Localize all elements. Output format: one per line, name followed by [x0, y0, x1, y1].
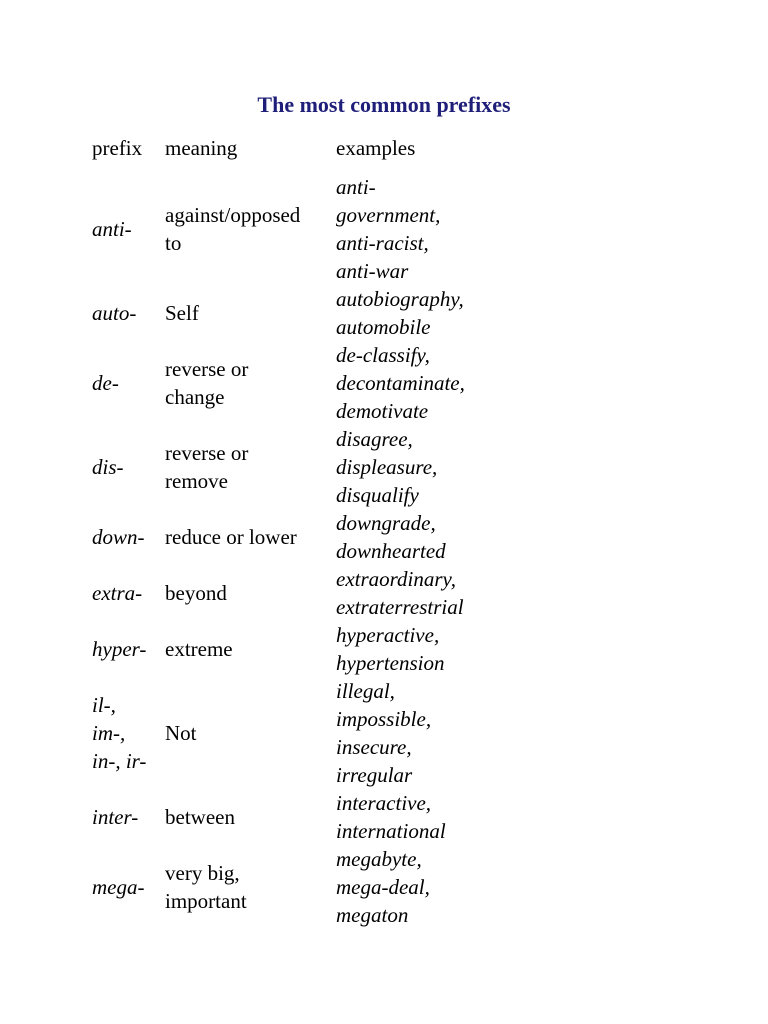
prefix-text: in-, ir-	[92, 749, 147, 773]
example-text: disqualify	[336, 483, 419, 507]
example-text: international	[336, 819, 446, 843]
prefix-cell	[92, 789, 164, 845]
examples-cell	[336, 509, 536, 565]
table-row	[0, 173, 768, 285]
prefix-text: anti-	[92, 217, 132, 241]
meaning-cell	[165, 425, 335, 509]
meaning-text: against/opposed	[165, 203, 301, 227]
prefix-cell	[92, 677, 164, 789]
meaning-cell	[165, 173, 335, 285]
examples-cell	[336, 341, 536, 425]
meaning-cell	[165, 621, 335, 677]
prefix-text: down-	[92, 525, 145, 549]
example-text: disagree,	[336, 427, 413, 451]
examples-cell	[336, 621, 536, 677]
meaning-cell	[165, 565, 335, 621]
prefix-cell	[92, 341, 164, 425]
prefix-text: inter-	[92, 805, 139, 829]
header-prefix: prefix	[92, 136, 143, 160]
meaning-cell	[165, 677, 335, 789]
example-text: impossible,	[336, 707, 432, 731]
example-text: demotivate	[336, 399, 429, 423]
example-text: extraterrestrial	[336, 595, 464, 619]
example-text: de-classify,	[336, 343, 430, 367]
prefix-cell	[92, 173, 164, 285]
page-title: The most common prefixes	[257, 92, 511, 117]
meaning-text: Self	[165, 301, 199, 325]
example-text: anti-war	[336, 259, 409, 283]
table-row	[0, 565, 768, 621]
prefix-text: de-	[92, 371, 119, 395]
example-text: government,	[336, 203, 441, 227]
meaning-text: change	[165, 385, 225, 409]
table-header	[0, 134, 768, 162]
examples-cell	[336, 845, 536, 929]
prefix-cell	[92, 621, 164, 677]
prefix-text: dis-	[92, 455, 124, 479]
table-row	[0, 845, 768, 929]
example-text: interactive,	[336, 791, 432, 815]
meaning-cell	[165, 285, 335, 341]
meaning-text: very big,	[165, 861, 240, 885]
table-row	[0, 789, 768, 845]
prefix-cell	[92, 565, 164, 621]
meaning-text: reduce or lower	[165, 525, 297, 549]
meaning-text: important	[165, 889, 247, 913]
prefix-cell	[92, 509, 164, 565]
table-row	[0, 341, 768, 425]
meaning-text: to	[165, 231, 182, 255]
meaning-cell	[165, 509, 335, 565]
example-text: displeasure,	[336, 455, 438, 479]
examples-cell	[336, 425, 536, 509]
example-text: autobiography,	[336, 287, 464, 311]
example-text: megaton	[336, 903, 409, 927]
table-row	[0, 677, 768, 789]
prefix-cell	[92, 845, 164, 929]
prefix-text: il-,	[92, 693, 116, 717]
examples-cell	[336, 173, 536, 285]
header-examples: examples	[336, 136, 416, 160]
example-text: irregular	[336, 763, 413, 787]
example-text: illegal,	[336, 679, 395, 703]
example-text: downgrade,	[336, 511, 436, 535]
table-row	[0, 285, 768, 341]
prefix-text: hyper-	[92, 637, 147, 661]
example-text: extraordinary,	[336, 567, 456, 591]
prefix-text: mega-	[92, 875, 145, 899]
header-meaning: meaning	[165, 136, 238, 160]
table-row	[0, 621, 768, 677]
example-text: anti-racist,	[336, 231, 429, 255]
examples-cell	[336, 285, 536, 341]
meaning-text: extreme	[165, 637, 233, 661]
examples-cell	[336, 565, 536, 621]
meaning-text: Not	[165, 721, 197, 745]
table-row	[0, 509, 768, 565]
example-text: downhearted	[336, 539, 446, 563]
meaning-text: reverse or	[165, 441, 249, 465]
example-text: hypertension	[336, 651, 445, 675]
example-text: megabyte,	[336, 847, 422, 871]
meaning-text: between	[165, 805, 235, 829]
examples-cell	[336, 789, 536, 845]
prefix-cell	[92, 285, 164, 341]
example-text: hyperactive,	[336, 623, 440, 647]
example-text: insecure,	[336, 735, 412, 759]
prefix-text: extra-	[92, 581, 143, 605]
example-text: decontaminate,	[336, 371, 465, 395]
meaning-cell	[165, 341, 335, 425]
meaning-text: remove	[165, 469, 228, 493]
prefix-text: im-,	[92, 721, 126, 745]
example-text: anti-	[336, 175, 376, 199]
meaning-cell	[165, 789, 335, 845]
meaning-cell	[165, 845, 335, 929]
table-row	[0, 425, 768, 509]
example-text: automobile	[336, 315, 431, 339]
example-text: mega-deal,	[336, 875, 430, 899]
meaning-text: beyond	[165, 581, 227, 605]
meaning-text: reverse or	[165, 357, 249, 381]
prefix-text: auto-	[92, 301, 137, 325]
examples-cell	[336, 677, 536, 789]
prefix-cell	[92, 425, 164, 509]
